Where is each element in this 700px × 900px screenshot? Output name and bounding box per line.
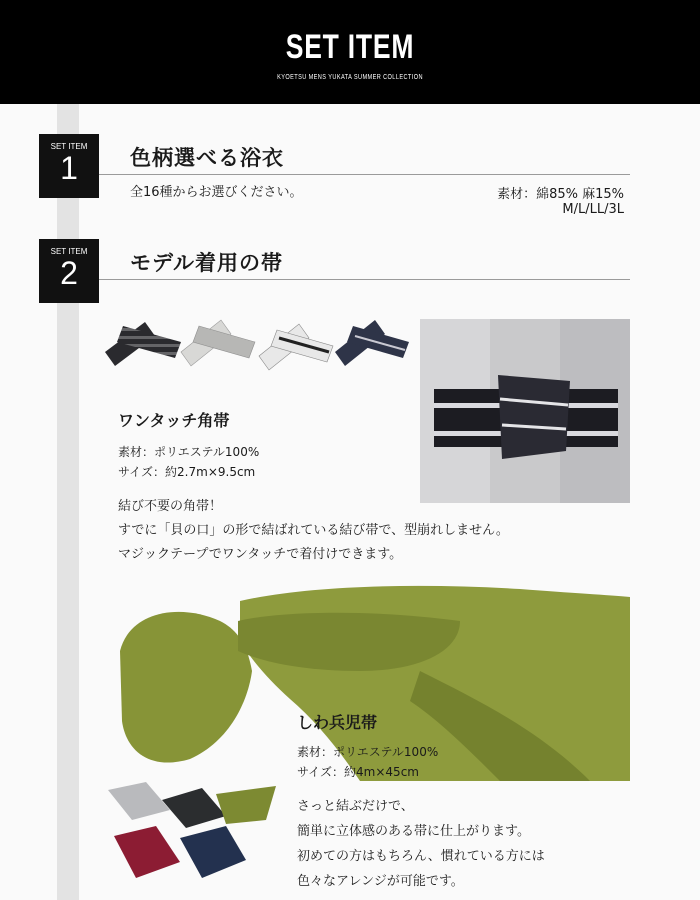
kaku-obi-desc-line: すでに「貝の口」の形で結ばれている結び帯で、型崩れしません。 bbox=[118, 523, 509, 538]
heko-obi-desc-line: さっと結ぶだけで、 bbox=[297, 799, 414, 814]
set-item-badge-2 bbox=[39, 239, 99, 303]
heko-obi-variant-wine bbox=[114, 826, 180, 878]
header-title: SET ITEM bbox=[285, 28, 415, 66]
kaku-obi-variant-stripe bbox=[259, 324, 333, 370]
heko-obi-material: 素材：ポリエステル100% bbox=[297, 745, 439, 759]
badge-number: 1 bbox=[60, 150, 78, 186]
section-divider bbox=[99, 174, 630, 175]
section-divider bbox=[99, 279, 630, 280]
yukata-sizes: M/L/LL/3L bbox=[562, 202, 624, 217]
kaku-obi-desc-line: 結び不要の角帯！ bbox=[118, 499, 223, 514]
set-item-badge-1 bbox=[39, 134, 99, 198]
yukata-note: 全16種からお選びください。 bbox=[130, 185, 303, 200]
side-rail bbox=[57, 104, 79, 900]
kaku-obi-name: ワンタッチ角帯 bbox=[118, 411, 230, 430]
header-subtitle: KYOETSU MENS YUKATA SUMMER COLLECTION bbox=[277, 74, 423, 81]
badge-number: 2 bbox=[60, 255, 78, 291]
kaku-obi-desc-line: マジックテープでワンタッチで着付けできます。 bbox=[118, 547, 403, 562]
kaku-obi-variant-black bbox=[105, 322, 181, 366]
badge-label: SET ITEM bbox=[50, 247, 88, 256]
heko-obi-desc-line: 初めての方はもちろん、慣れている方には bbox=[297, 849, 545, 864]
kaku-obi-variant-navy bbox=[335, 320, 409, 366]
kaku-obi-variants-image bbox=[103, 312, 413, 382]
heko-obi-variant-khaki bbox=[216, 786, 276, 824]
kaku-obi-variant-white bbox=[181, 320, 255, 366]
heko-obi-variant-grey bbox=[108, 782, 170, 820]
heko-obi-variants-image bbox=[106, 780, 278, 890]
kaku-obi-size: サイズ：約2.7m×9.5cm bbox=[118, 465, 256, 479]
section-title-obi: モデル着用の帯 bbox=[130, 251, 283, 275]
badge-label: SET ITEM bbox=[50, 142, 88, 151]
heko-obi-desc-line: 簡単に立体感のある帯に仕上がります。 bbox=[297, 824, 530, 839]
heko-obi-desc-line: 色々なアレンジが可能です。 bbox=[297, 874, 464, 889]
kaku-obi-material: 素材：ポリエステル100% bbox=[118, 445, 260, 459]
heko-obi-name: しわ兵児帯 bbox=[297, 713, 378, 732]
yukata-material: 素材：綿85% 麻15% bbox=[497, 187, 624, 202]
kaku-obi-worn-photo bbox=[420, 319, 630, 503]
heko-obi-variant-navy bbox=[180, 826, 246, 878]
section-title-yukata: 色柄選べる浴衣 bbox=[130, 146, 284, 170]
page-header bbox=[0, 0, 700, 104]
heko-obi-size: サイズ：約4m×45cm bbox=[297, 765, 419, 779]
